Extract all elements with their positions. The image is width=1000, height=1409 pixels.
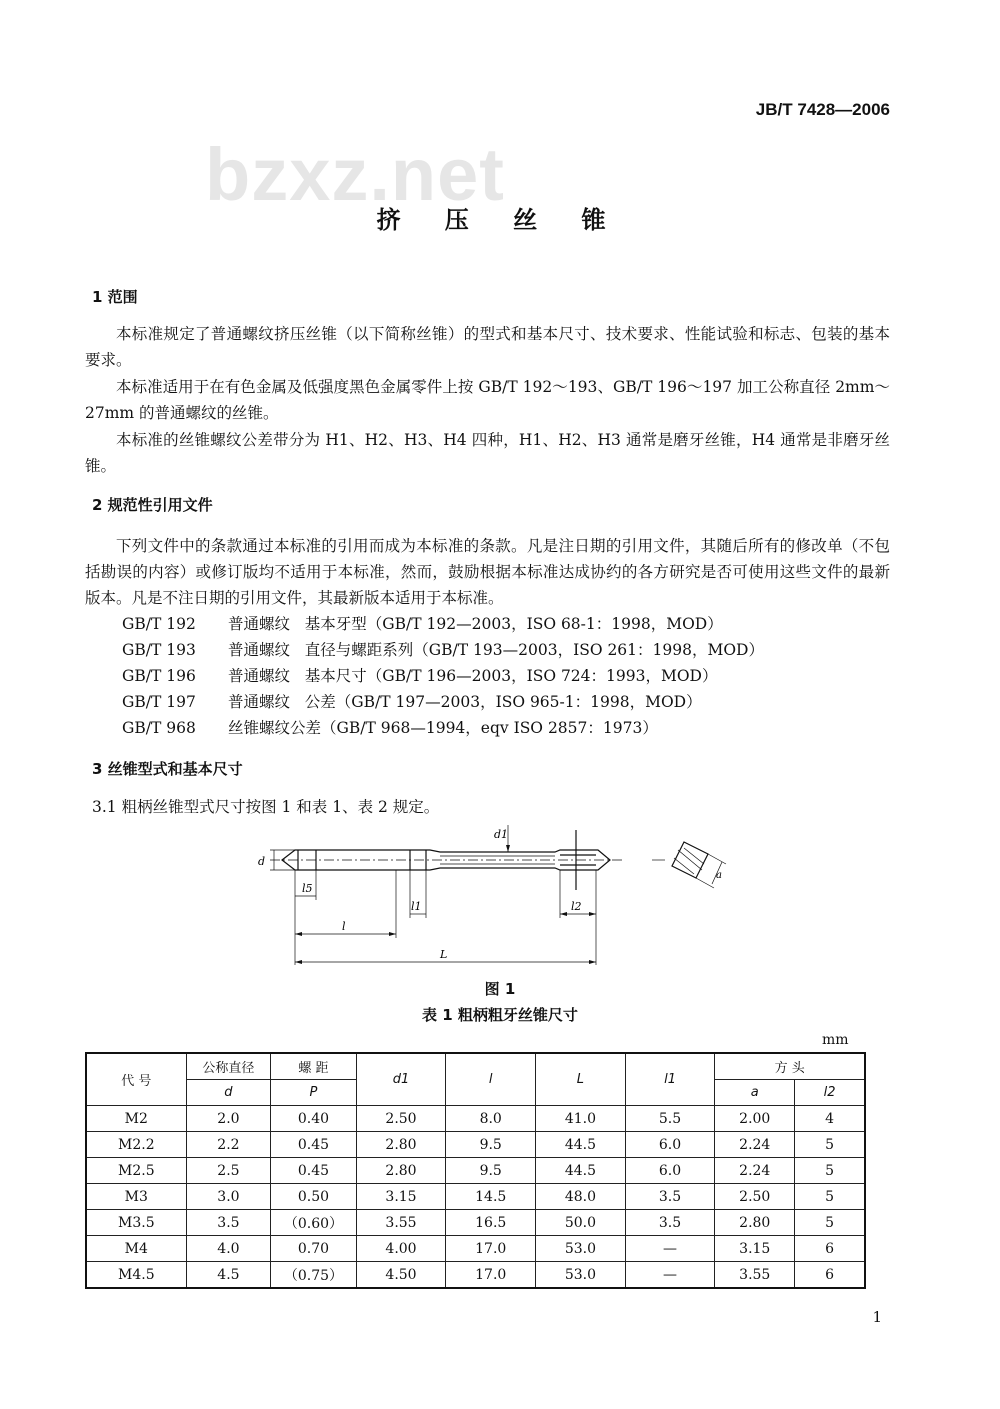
label-a: a (716, 870, 722, 881)
header-square-head: 方 头 (715, 1053, 865, 1080)
document-title: 挤 压 丝 锥 (376, 206, 624, 234)
table-cell: 2.80 (356, 1158, 446, 1184)
table-cell: 2.0 (186, 1106, 271, 1132)
page-number: 1 (872, 1308, 882, 1326)
label-l1: l1 (411, 900, 422, 913)
table-row (86, 1236, 865, 1262)
table-cell: — (625, 1236, 715, 1262)
tap-drawing (240, 820, 740, 980)
table-cell: 4 (795, 1106, 865, 1132)
header-pitch-P: P (271, 1080, 356, 1106)
dimension-table (85, 1052, 866, 1289)
table-cell: M2.5 (86, 1158, 186, 1184)
label-l5: l5 (302, 882, 313, 895)
table-cell: 3.15 (715, 1236, 795, 1262)
table-cell: 3.55 (715, 1262, 795, 1289)
header-nominal-d: d (186, 1080, 271, 1106)
table-cell: 9.5 (446, 1132, 536, 1158)
table-cell: 44.5 (536, 1132, 626, 1158)
reference-code: GB/T 193 (122, 641, 196, 659)
reference-item (122, 716, 658, 738)
table-row (86, 1210, 865, 1236)
table-cell: 6.0 (625, 1132, 715, 1158)
figure-caption: 图 1 (484, 980, 516, 998)
table-cell: （0.60） (271, 1210, 356, 1236)
reference-code: GB/T 192 (122, 615, 196, 633)
table-cell: 3.55 (356, 1210, 446, 1236)
table-cell: 5 (795, 1158, 865, 1184)
table-cell: 2.00 (715, 1106, 795, 1132)
label-d1: d1 (494, 828, 509, 841)
table-cell: （0.75） (271, 1262, 356, 1289)
section-1-heading: 1 范围 (92, 288, 138, 306)
section-2-paragraph: 下列文件中的条款通过本标准的引用而成为本标准的条款。凡是注日期的引用文件，其随后所有的修改单（不包括勘误的内容）或修订版均不适用于本标准，然而，鼓励根据本标准达成协约的各方研究是否可使用这些文件的最新版本。凡是不注日期的引用文件，其最新版本适用于本标准。 (85, 537, 890, 607)
header-a: a (715, 1080, 795, 1106)
section-3-1-text: 3.1 粗柄丝锥型式尺寸按图 1 和表 1、表 2 规定。 (92, 798, 440, 816)
header-l1: l1 (625, 1053, 715, 1106)
table-cell: 2.24 (715, 1158, 795, 1184)
table-row (86, 1262, 865, 1289)
table-cell: 3.5 (625, 1184, 715, 1210)
table-cell: 4.5 (186, 1262, 271, 1289)
table-cell: 41.0 (536, 1106, 626, 1132)
section-3-heading: 3 丝锥型式和基本尺寸 (92, 760, 243, 778)
reference-text: 普通螺纹 公差（GB/T 197—2003，ISO 965-1：1998，MOD） (228, 693, 702, 711)
table-cell: 4.50 (356, 1262, 446, 1289)
table-cell: 16.5 (446, 1210, 536, 1236)
table-cell: 2.50 (715, 1184, 795, 1210)
table-row (86, 1158, 865, 1184)
table-cell: M2 (86, 1106, 186, 1132)
header-l2: l2 (795, 1080, 865, 1106)
reference-code: GB/T 197 (122, 693, 196, 711)
reference-item (122, 612, 723, 634)
reference-item (122, 638, 764, 660)
section-1-paragraph-1: 本标准规定了普通螺纹挤压丝锥（以下简称丝锥）的型式和基本尺寸、技术要求、性能试验和标志、包装的基本要求。 (85, 325, 890, 369)
table-cell: 17.0 (446, 1262, 536, 1289)
standard-code: JB/T 7428—2006 (755, 100, 890, 119)
table-cell: 6.0 (625, 1158, 715, 1184)
header-pitch: 螺 距 (271, 1053, 356, 1080)
table-cell: 2.24 (715, 1132, 795, 1158)
table-cell: 17.0 (446, 1236, 536, 1262)
table-cell: 2.80 (715, 1210, 795, 1236)
table-cell: 3.0 (186, 1184, 271, 1210)
table-cell: M4.5 (86, 1262, 186, 1289)
label-d: d (258, 855, 266, 868)
table-cell: 8.0 (446, 1106, 536, 1132)
header-d1: d1 (356, 1053, 446, 1106)
table-cell: 5 (795, 1210, 865, 1236)
table-row (86, 1106, 865, 1132)
table-cell: 48.0 (536, 1184, 626, 1210)
table-cell: M2.2 (86, 1132, 186, 1158)
header-l: l (446, 1053, 536, 1106)
table-cell: 44.5 (536, 1158, 626, 1184)
table-cell: 9.5 (446, 1158, 536, 1184)
table-cell: M4 (86, 1236, 186, 1262)
table-cell: 6 (795, 1236, 865, 1262)
table-cell: 3.5 (186, 1210, 271, 1236)
table-cell: 0.40 (271, 1106, 356, 1132)
table-row (86, 1132, 865, 1158)
reference-code: GB/T 968 (122, 719, 196, 737)
table-cell: 4.0 (186, 1236, 271, 1262)
table-cell: 2.80 (356, 1132, 446, 1158)
table-cell: 6 (795, 1262, 865, 1289)
table-cell: 0.70 (271, 1236, 356, 1262)
header-L: L (536, 1053, 626, 1106)
reference-item (122, 690, 702, 712)
table-cell: M3 (86, 1184, 186, 1210)
table-cell: 2.5 (186, 1158, 271, 1184)
table-cell: M3.5 (86, 1210, 186, 1236)
header-nominal-diameter: 公称直径 (186, 1053, 271, 1080)
table-cell: 0.45 (271, 1158, 356, 1184)
table-cell: 3.15 (356, 1184, 446, 1210)
reference-text: 普通螺纹 直径与螺距系列（GB/T 193—2003，ISO 261：1998，MOD） (228, 641, 764, 659)
reference-text: 普通螺纹 基本尺寸（GB/T 196—2003，ISO 724：1993，MOD） (228, 667, 718, 685)
table-cell: 2.2 (186, 1132, 271, 1158)
reference-code: GB/T 196 (122, 667, 196, 685)
section-1-paragraph-3: 本标准的丝锥螺纹公差带分为 H1、H2、H3、H4 四种，H1、H2、H3 通常是磨牙丝锥，H4 通常是非磨牙丝锥。 (85, 431, 890, 475)
table-cell: 50.0 (536, 1210, 626, 1236)
table-cell: 5 (795, 1184, 865, 1210)
table-cell: 0.45 (271, 1132, 356, 1158)
table-unit: mm (822, 1032, 849, 1048)
reference-text: 丝锥螺纹公差（GB/T 968—1994，eqv ISO 2857：1973） (228, 719, 658, 737)
watermark: bzxz.net (205, 133, 505, 216)
table-cell: 0.50 (271, 1184, 356, 1210)
table-cell: — (625, 1262, 715, 1289)
reference-text: 普通螺纹 基本牙型（GB/T 192—2003，ISO 68-1：1998，MOD） (228, 615, 723, 633)
table-cell: 14.5 (446, 1184, 536, 1210)
table-cell: 53.0 (536, 1236, 626, 1262)
label-l2: l2 (571, 900, 582, 913)
table-caption: 表 1 粗柄粗牙丝锥尺寸 (422, 1006, 578, 1024)
section-1-paragraph-2: 本标准适用于在有色金属及低强度黑色金属零件上按 GB/T 192～193、GB/T 196～197 加工公称直径 2mm～27mm 的普通螺纹的丝锥。 (85, 378, 890, 422)
table-row (86, 1184, 865, 1210)
table-cell: 5.5 (625, 1106, 715, 1132)
label-L: L (440, 948, 448, 961)
header-code: 代 号 (86, 1053, 186, 1106)
table-cell: 3.5 (625, 1210, 715, 1236)
reference-item (122, 664, 718, 686)
label-l: l (342, 920, 346, 933)
table-cell: 53.0 (536, 1262, 626, 1289)
table-cell: 5 (795, 1132, 865, 1158)
section-2-heading: 2 规范性引用文件 (92, 496, 213, 514)
table-cell: 4.00 (356, 1236, 446, 1262)
table-cell: 2.50 (356, 1106, 446, 1132)
